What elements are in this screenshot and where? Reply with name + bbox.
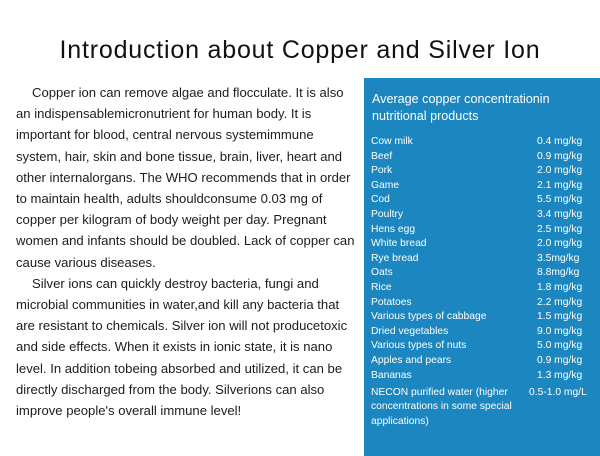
product-name: Hens egg bbox=[371, 223, 416, 235]
silver-paragraph: Silver ions can quickly destroy bacteria, fungi and microbial communities in water,and kill any bacteria that are resistant to chemicals. Silver ion will not producetoxic and side effects. When it exists in ionic state, it is nano level. In addition tobeing absorbed and utilized, it can be directly discharged from the body. Silverions can also improve people's overall immune level! bbox=[16, 275, 348, 419]
list-item bbox=[371, 135, 597, 150]
intro-text bbox=[16, 82, 360, 421]
list-item bbox=[371, 237, 597, 252]
copper-paragraph: Copper ion can remove algae and flocculate. It is also an indispensablemicronutrient for human body. It is important for blood, central nervous systemimmune system, hair, skin and bone tissue, brain, liver, heart and other internalorgans. The WHO recommends that in order to maintain health, adults shouldconsume 0.03 mg of copper per kilogram of body weight per day. Pregnant women and infants should be doubled. Lack of copper can cause various diseases. bbox=[16, 85, 355, 270]
product-value: 8.8mg/kg bbox=[537, 267, 580, 279]
list-item bbox=[371, 208, 597, 223]
product-name: Apples and pears bbox=[371, 354, 452, 366]
panel-header: Average copper concentrationin nutritional products bbox=[372, 92, 550, 123]
list-item bbox=[371, 252, 597, 267]
product-name: Various types of cabbage bbox=[371, 311, 487, 323]
copper-concentration-panel bbox=[364, 78, 600, 456]
product-value: 2.2 mg/kg bbox=[537, 296, 583, 308]
product-name: Poultry bbox=[371, 208, 404, 220]
product-name: White bread bbox=[371, 238, 427, 250]
list-item bbox=[371, 369, 597, 384]
page-title: Introduction about Copper and Silver Ion bbox=[59, 36, 541, 64]
list-item bbox=[371, 339, 597, 354]
necon-value: 0.5-1.0 mg/L bbox=[529, 387, 587, 398]
product-value: 5.0 mg/kg bbox=[537, 340, 583, 352]
product-value: 1.3 mg/kg bbox=[537, 369, 583, 381]
product-value: 0.9 mg/kg bbox=[537, 150, 583, 162]
concentration-list bbox=[371, 135, 597, 383]
list-item bbox=[371, 354, 597, 369]
product-value: 5.5 mg/kg bbox=[537, 194, 583, 206]
product-value: 1.5 mg/kg bbox=[537, 311, 583, 323]
product-value: 0.4 mg/kg bbox=[537, 136, 583, 147]
product-value: 9.0 mg/kg bbox=[537, 325, 583, 337]
list-item bbox=[371, 150, 597, 165]
list-item bbox=[371, 223, 597, 238]
list-item bbox=[371, 164, 597, 179]
list-item bbox=[371, 193, 597, 208]
product-name: Potatoes bbox=[371, 296, 412, 308]
product-value: 1.8 mg/kg bbox=[537, 281, 583, 293]
product-value: 0.9 mg/kg bbox=[537, 354, 583, 366]
product-name: Bananas bbox=[371, 369, 412, 381]
product-name: Beef bbox=[371, 150, 393, 162]
product-name: Rye bread bbox=[371, 252, 419, 264]
product-value: 2.0 mg/kg bbox=[537, 238, 583, 250]
list-item bbox=[371, 310, 597, 325]
product-name: Oats bbox=[371, 267, 393, 279]
product-value: 3.4 mg/kg bbox=[537, 208, 583, 220]
product-name: Dried vegetables bbox=[371, 325, 449, 337]
product-name: Pork bbox=[371, 165, 393, 177]
product-value: 2.5 mg/kg bbox=[537, 223, 583, 235]
product-name: Various types of nuts bbox=[371, 340, 467, 352]
necon-name: NECON purified water (higher concentrations in some special applications) bbox=[371, 387, 512, 427]
product-name: Rice bbox=[371, 281, 392, 293]
list-item bbox=[371, 296, 597, 311]
list-item bbox=[371, 325, 597, 340]
product-name: Cod bbox=[371, 194, 390, 206]
product-value: 2.1 mg/kg bbox=[537, 179, 583, 191]
necon-water-item bbox=[371, 386, 597, 429]
product-name: Game bbox=[371, 179, 400, 191]
list-item bbox=[371, 266, 597, 281]
list-item bbox=[371, 281, 597, 296]
list-item bbox=[371, 179, 597, 194]
product-value: 2.0 mg/kg bbox=[537, 165, 583, 177]
product-name: Cow milk bbox=[371, 136, 413, 147]
product-value: 3.5mg/kg bbox=[537, 252, 580, 264]
